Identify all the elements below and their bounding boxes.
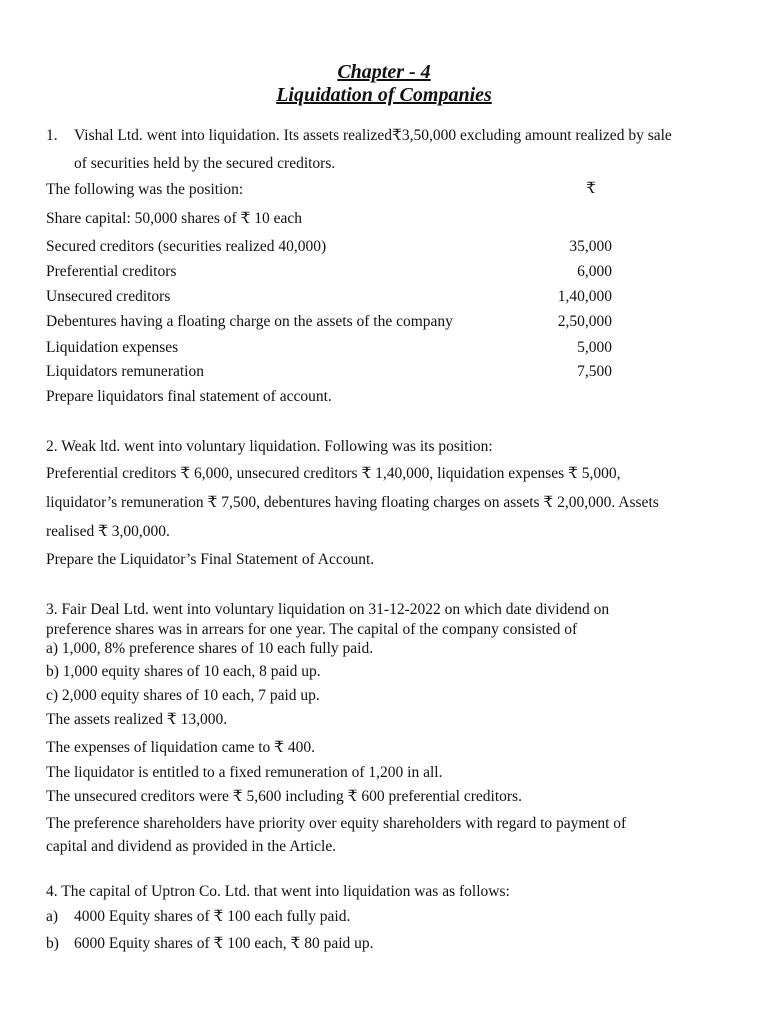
q1-item-amount: 2,50,000 <box>557 313 612 330</box>
q1-item-amount: 7,500 <box>577 363 612 380</box>
q3-line: 3. Fair Deal Ltd. went into voluntary liquidation on 31-12-2022 on which date dividend on <box>46 601 610 618</box>
q3-line: The preference shareholders have priority over equity shareholders with regard to payment of <box>46 815 627 832</box>
q3-line: The assets realized ₹ 13,000. <box>46 711 228 728</box>
q1-item-amount: 1,40,000 <box>557 288 612 305</box>
q3-line: The liquidator is entitled to a fixed remuneration of 1,200 in all. <box>46 764 443 781</box>
q4-intro: 4. The capital of Uptron Co. Ltd. that went into liquidation was as follows: <box>46 883 510 900</box>
q1-item-label: Debentures having a floating charge on the assets of the company <box>46 313 453 330</box>
q3-line: preference shares was in arrears for one year. The capital of the company consisted of <box>46 621 578 638</box>
q4-item-text: 4000 Equity shares of ₹ 100 each fully paid. <box>74 908 351 925</box>
q1-text-line-2: of securities held by the secured creditors. <box>74 155 336 172</box>
q4-item-text: 6000 Equity shares of ₹ 100 each, ₹ 80 paid up. <box>74 935 374 952</box>
q1-item-amount: 6,000 <box>577 263 612 280</box>
q1-text-line-1: Vishal Ltd. went into liquidation. Its assets realized₹3,50,000 excluding amount realized by sale <box>74 127 672 144</box>
q3-line: The unsecured creditors were ₹ 5,600 including ₹ 600 preferential creditors. <box>46 788 522 805</box>
q1-item-label: Preferential creditors <box>46 263 177 280</box>
q3-line: The expenses of liquidation came to ₹ 400. <box>46 739 315 756</box>
chapter-heading: Chapter - 4 <box>337 61 431 83</box>
q1-instruction: Prepare liquidators final statement of account. <box>46 388 332 405</box>
q1-item-amount: 5,000 <box>577 339 612 356</box>
q1-position-intro: The following was the position: <box>46 181 244 198</box>
q2-line: realised ₹ 3,00,000. <box>46 523 170 540</box>
q3-line: capital and dividend as provided in the Article. <box>46 838 337 855</box>
q2-line: Prepare the Liquidator’s Final Statement of Account. <box>46 551 375 568</box>
q1-currency-header: ₹ <box>586 180 596 197</box>
q3-line: a) 1,000, 8% preference shares of 10 each fully paid. <box>46 640 374 657</box>
page-title: Liquidation of Companies <box>276 84 492 106</box>
q1-item-label: Liquidation expenses <box>46 339 179 356</box>
q1-number: 1. <box>46 127 58 144</box>
q4-item-marker: a) <box>46 908 59 925</box>
q1-share-capital: Share capital: 50,000 shares of ₹ 10 each <box>46 210 303 227</box>
q2-line: 2. Weak ltd. went into voluntary liquidation. Following was its position: <box>46 438 493 455</box>
q2-line: Preferential creditors ₹ 6,000, unsecured creditors ₹ 1,40,000, liquidation expenses ₹ 5,000, <box>46 465 621 482</box>
q2-line: liquidator’s remuneration ₹ 7,500, debentures having floating charges on assets ₹ 2,00,000. Assets <box>46 494 659 511</box>
q1-item-label: Unsecured creditors <box>46 288 171 305</box>
q3-line: b) 1,000 equity shares of 10 each, 8 paid up. <box>46 663 321 680</box>
q1-item-label: Secured creditors (securities realized 40,000) <box>46 238 327 255</box>
q4-item-marker: b) <box>46 935 59 952</box>
q1-item-amount: 35,000 <box>569 238 612 255</box>
q3-line: c) 2,000 equity shares of 10 each, 7 paid up. <box>46 687 320 704</box>
q1-item-label: Liquidators remuneration <box>46 363 204 380</box>
